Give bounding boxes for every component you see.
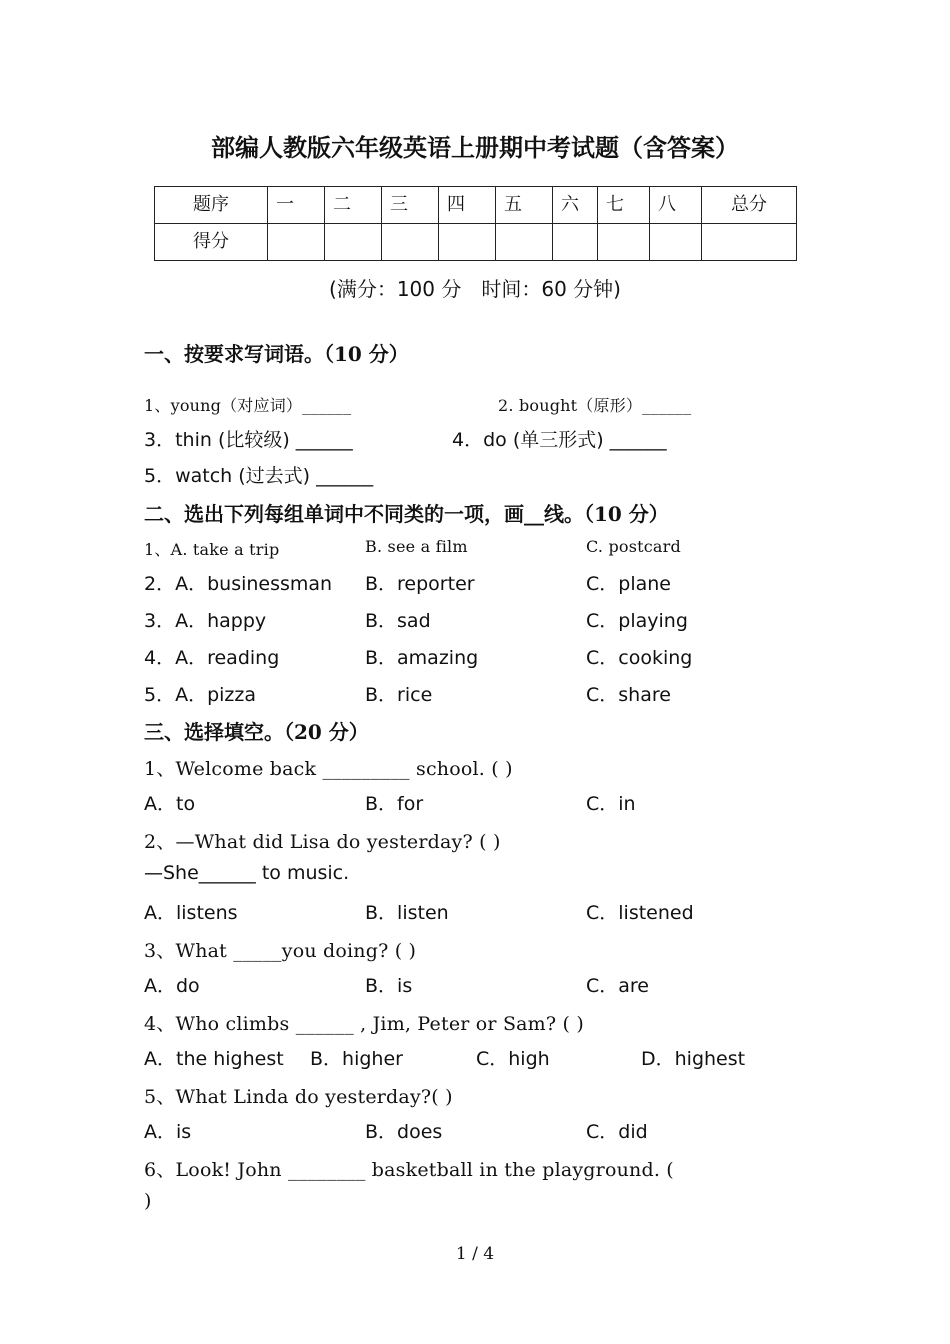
s3-question-6-cont: ) — [144, 1190, 152, 1212]
page-number: 1 / 4 — [455, 1244, 495, 1264]
s3-q4-option-a: A．the highest — [144, 1048, 284, 1070]
s3-question-1: 1、Welcome back _________ school. ( ) — [144, 758, 513, 780]
full-marks-time: (满分：100 分 时间：60 分钟) — [329, 277, 621, 301]
s3-q3-option-b: B．is — [365, 975, 413, 997]
score-table-cell: 题序 — [193, 194, 229, 215]
score-table-cell: 二 — [333, 194, 351, 215]
score-table-cell: 八 — [658, 194, 676, 215]
s2-row-3-a: 3．A．happy — [144, 610, 267, 632]
s2-row-1-a: 1、A. take a trip — [144, 540, 280, 559]
score-table-score-row — [155, 224, 797, 261]
page-title: 部编人教版六年级英语上册期中考试题（含答案） — [211, 134, 739, 162]
score-cell — [382, 224, 439, 261]
s1-question-5: 5．watch (过去式) ______ — [144, 465, 374, 487]
s2-row-1-b: B. see a film — [365, 537, 468, 556]
s3-q1-option-a: A．to — [144, 793, 196, 815]
s3-question-2-line2: —She______ to music. — [144, 862, 350, 884]
section2-heading: 二、选出下列每组单词中不同类的一项，画__线。（10 分） — [144, 502, 669, 526]
s3-question-6: 6、Look! John ________ basketball in the playground. ( — [144, 1159, 674, 1181]
score-table-cell: 四 — [447, 194, 465, 215]
s3-q1-option-c: C．in — [586, 793, 636, 815]
s1-question-1: 1、young（对应词）______ — [144, 396, 352, 415]
s3-q4-option-d: D．highest — [641, 1048, 746, 1070]
score-table — [154, 186, 797, 261]
s2-row-2-c: C．plane — [586, 573, 671, 595]
score-cell — [268, 224, 325, 261]
score-table-cell: 三 — [390, 194, 408, 215]
s1-question-2: 2. bought（原形）______ — [498, 396, 692, 415]
score-cell — [439, 224, 496, 261]
s1-question-3: 3．thin (比较级) ______ — [144, 429, 353, 451]
s3-q5-option-c: C．did — [586, 1121, 648, 1143]
score-cell — [650, 224, 702, 261]
s3-question-4: 4、Who climbs ______ , Jim, Peter or Sam? ( ) — [144, 1013, 584, 1035]
s2-row-5-c: C．share — [586, 684, 671, 706]
score-table-header-row — [155, 187, 797, 224]
s3-q5-option-b: B．does — [365, 1121, 443, 1143]
s2-row-2-b: B．reporter — [365, 573, 475, 595]
s3-q3-option-c: C．are — [586, 975, 649, 997]
score-cell — [598, 224, 650, 261]
score-table-cell: 一 — [276, 194, 294, 215]
s3-q4-option-c: C．high — [476, 1048, 550, 1070]
s3-q2-option-a: A．listens — [144, 902, 238, 924]
score-cell — [702, 224, 797, 261]
score-cell — [325, 224, 382, 261]
s2-row-5-a: 5．A．pizza — [144, 684, 257, 706]
score-table-cell: 得分 — [193, 231, 229, 252]
s3-q2-option-c: C．listened — [586, 902, 694, 924]
section1-heading: 一、按要求写词语。（10 分） — [144, 342, 409, 366]
s2-row-4-c: C．cooking — [586, 647, 693, 669]
score-cell — [553, 224, 598, 261]
score-table-cell: 七 — [606, 194, 624, 215]
s3-q1-option-b: B．for — [365, 793, 424, 815]
score-cell — [496, 224, 553, 261]
s3-question-5: 5、What Linda do yesterday?( ) — [144, 1086, 453, 1108]
s2-row-5-b: B．rice — [365, 684, 433, 706]
s3-q4-option-b: B．higher — [310, 1048, 403, 1070]
s2-row-3-b: B．sad — [365, 610, 431, 632]
s3-q5-option-a: A．is — [144, 1121, 192, 1143]
section3-heading: 三、选择填空。（20 分） — [144, 720, 369, 744]
score-table-cell: 总分 — [731, 194, 767, 215]
s3-question-3: 3、What _____you doing? ( ) — [144, 940, 417, 962]
s1-question-4: 4．do (单三形式) ______ — [452, 429, 667, 451]
s2-row-1-c: C. postcard — [586, 537, 681, 556]
score-table-cell: 六 — [561, 194, 579, 215]
s3-question-2: 2、—What did Lisa do yesterday? ( ) — [144, 831, 501, 853]
s2-row-4-a: 4．A．reading — [144, 647, 280, 669]
s3-q2-option-b: B．listen — [365, 902, 449, 924]
s2-row-3-c: C．playing — [586, 610, 688, 632]
s2-row-2-a: 2．A．businessman — [144, 573, 333, 595]
score-table-cell: 五 — [504, 194, 522, 215]
s3-q3-option-a: A．do — [144, 975, 200, 997]
s2-row-4-b: B．amazing — [365, 647, 479, 669]
